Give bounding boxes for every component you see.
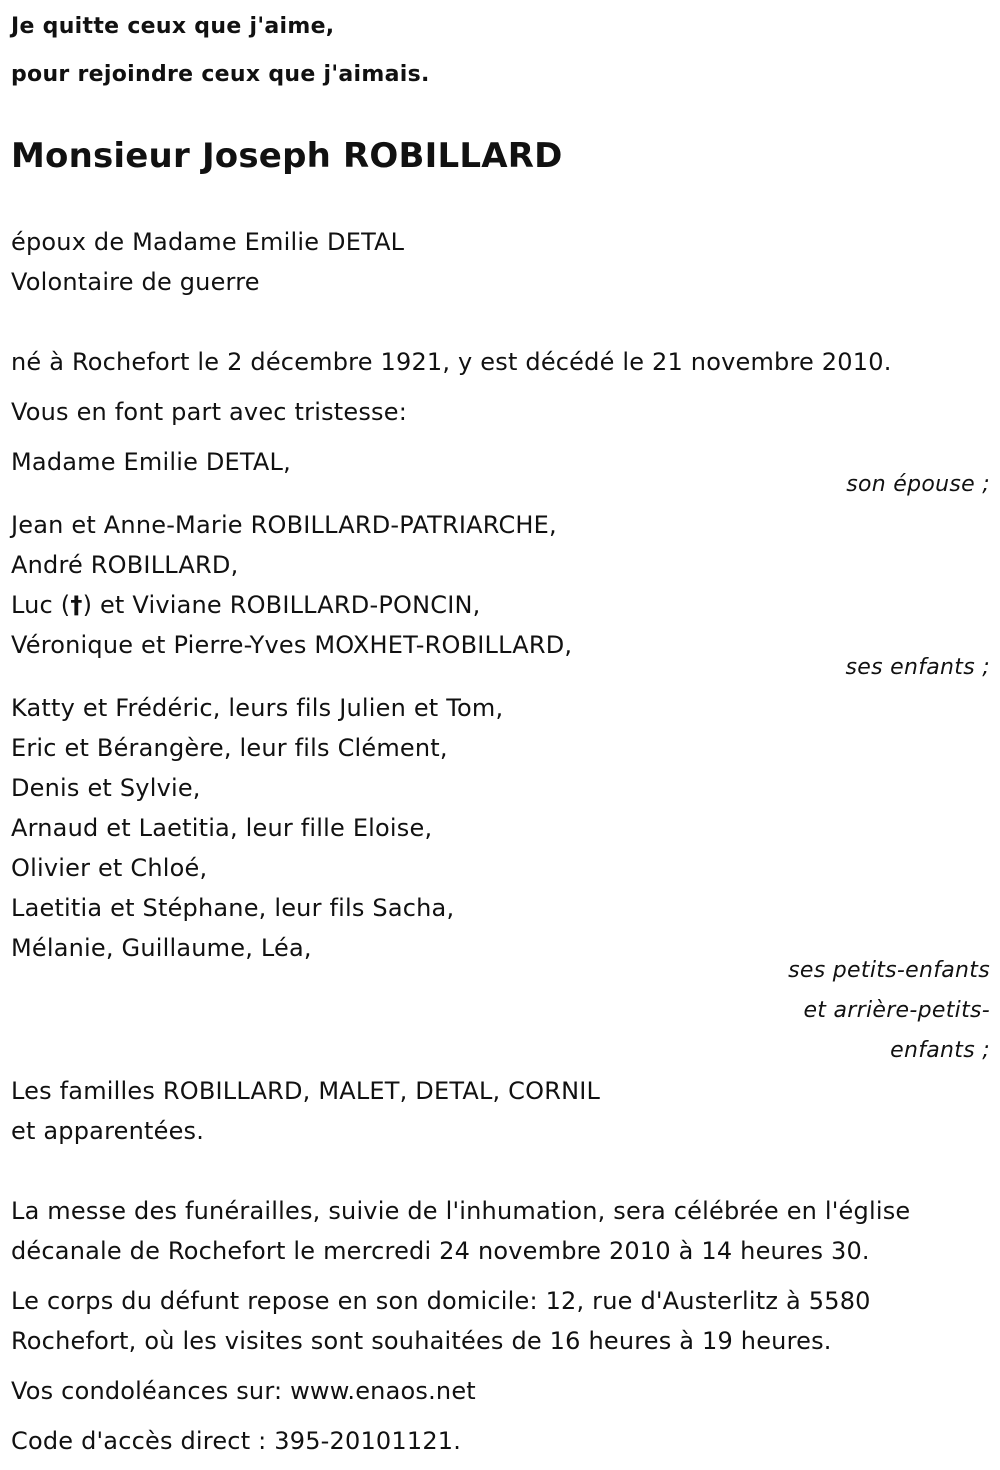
- grandchildren-role-line: enfants ;: [890, 1038, 990, 1063]
- children-role: ses enfants ;: [845, 655, 990, 680]
- funeral-line: décanale de Rochefort le mercredi 24 novembre 2010 à 14 heures 30.: [11, 1237, 870, 1265]
- cross-icon: †: [70, 591, 83, 619]
- child-line: Jean et Anne-Marie ROBILLARD-PATRIARCHE,: [11, 511, 557, 539]
- spouse-name: Madame Emilie DETAL,: [11, 448, 291, 476]
- visitation-line: Le corps du défunt repose en son domicile: 12, rue d'Austerlitz à 5580: [11, 1287, 871, 1315]
- grandchildren-role-line: et arrière-petits-: [803, 998, 990, 1023]
- child-line: André ROBILLARD,: [11, 551, 239, 579]
- grandchild-line: Olivier et Chloé,: [11, 854, 208, 882]
- grandchild-line: Eric et Bérangère, leur fils Clément,: [11, 734, 448, 762]
- title-line: Volontaire de guerre: [11, 268, 260, 296]
- families-line: et apparentées.: [11, 1117, 205, 1145]
- grandchild-line: Mélanie, Guillaume, Léa,: [11, 934, 312, 962]
- grandchild-line: Katty et Frédéric, leurs fils Julien et Tom,: [11, 694, 504, 722]
- luc-before: Luc (: [11, 591, 71, 619]
- visitation-line: Rochefort, où les visites sont souhaitées de 16 heures à 19 heures.: [11, 1327, 832, 1355]
- child-line: Véronique et Pierre-Yves MOXHET-ROBILLARD,: [11, 631, 573, 659]
- grandchild-line: Arnaud et Laetitia, leur fille Eloise,: [11, 814, 433, 842]
- spouse-role: son épouse ;: [846, 472, 990, 497]
- epitaph-line-2: pour rejoindre ceux que j'aimais.: [11, 62, 430, 87]
- families-line: Les familles ROBILLARD, MALET, DETAL, CORNIL: [11, 1077, 601, 1105]
- spouse-line: époux de Madame Emilie DETAL: [11, 228, 405, 256]
- funeral-line: La messe des funérailles, suivie de l'inhumation, sera célébrée en l'église: [11, 1197, 911, 1225]
- condolences-line: Vos condoléances sur: www.enaos.net: [11, 1377, 476, 1405]
- deceased-name: Monsieur Joseph ROBILLARD: [11, 136, 563, 176]
- luc-after: ) et Viviane ROBILLARD-PONCIN,: [82, 591, 481, 619]
- grandchild-line: Laetitia et Stéphane, leur fils Sacha,: [11, 894, 455, 922]
- epitaph-line-1: Je quitte ceux que j'aime,: [11, 14, 335, 39]
- announcement-intro: Vous en font part avec tristesse:: [11, 398, 408, 426]
- grandchildren-role-line: ses petits-enfants: [788, 958, 990, 983]
- child-line-luc: [11, 590, 480, 620]
- access-code-line: Code d'accès direct : 395-20101121.: [11, 1427, 462, 1455]
- grandchild-line: Denis et Sylvie,: [11, 774, 201, 802]
- birth-death-line: né à Rochefort le 2 décembre 1921, y est décédé le 21 novembre 2010.: [11, 348, 892, 376]
